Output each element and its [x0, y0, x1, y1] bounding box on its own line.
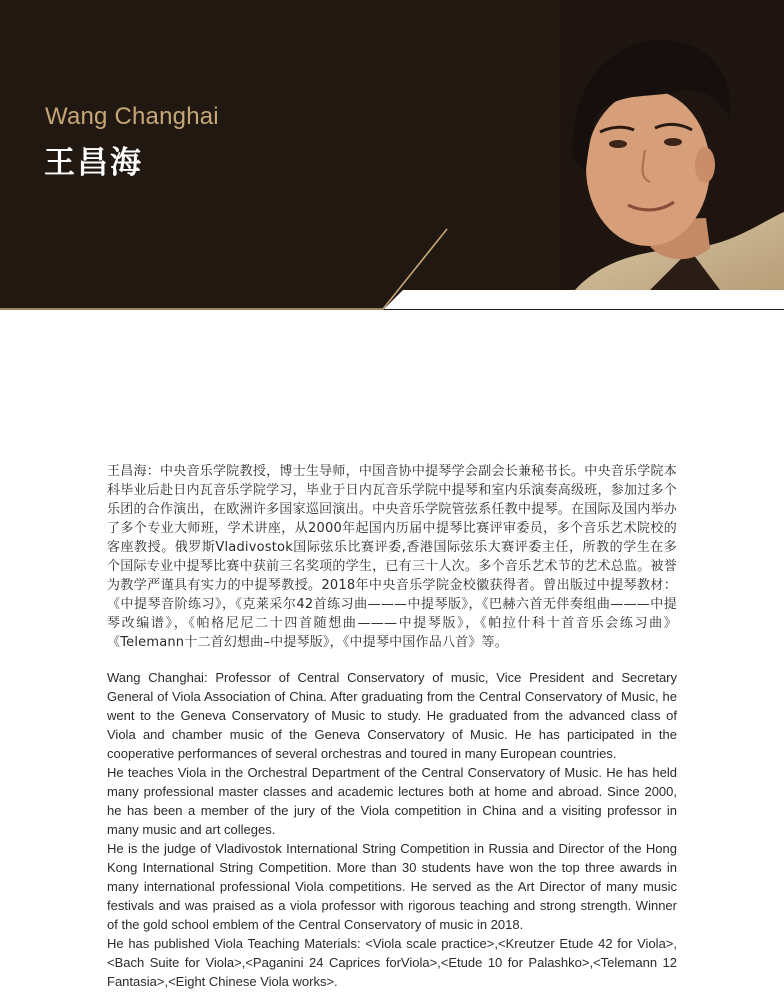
bio-english-paragraph-3: He is the judge of Vladivostok International String Competition in Russia and Director of the Hong Kong International String Competition. More than 30 students have won the top three awards in many international professional Viola competitions. He served as the Art Director of many music festivals and was praised as a viola professor with rigorous teaching and strong strength. Winner of the gold school emblem of the Central Conservatory of music in 2018. [107, 841, 677, 932]
bio-english-paragraph-1: Wang Changhai: Professor of Central Conservatory of music, Vice President and Secretary General of Viola Association of China. After graduating from the Central Conservatory of Music, he went to the Geneva Conservatory of Music to study. He graduated from the advanced class of Viola and chamber music of the Geneva Conservatory of Music. He has participated in the cooperative performances of several orchestras and toured in many European countries. [107, 670, 677, 761]
name-chinese: 王昌海 [44, 145, 143, 181]
banner-white-cut [384, 290, 784, 309]
bio-chinese-paragraph: 王昌海：中央音乐学院教授，博士生导师，中国音协中提琴学会副会长兼秘书长。中央音乐学院本科毕业后赴日内瓦音乐学院学习，毕业于日内瓦音乐学院中提琴和室内乐演奏高级班，参加过多个乐团的合作演出，在欧洲许多国家巡回演出。中央音乐学院管弦系任教中提琴。在国际及国内举办了多个专业大师班，学术讲座，从2000年起国内历届中提琴比赛评审委员，多个音乐艺术院校的客座教授。俄罗斯Vladivostok国际弦乐比赛评委,香港国际弦乐大赛评委主任，所教的学生在多个国际专业中提琴比赛中获前三名奖项的学生，已有三十人次。多个音乐艺术节的艺术总监。被誉为教学严谨具有实力的中提琴教授。2018年中央音乐学院金校徽获得者。曾出版过中提琴教材：《中提琴音阶练习》，《克莱采尔42首练习曲———中提琴版》，《巴赫六首无伴奏组曲———中提琴改编谱》，《帕格尼尼二十四首随想曲———中提琴版》，《帕拉什科十首音乐会练习曲》《Telemann十二首幻想曲–中提琴版》，《中提琴中国作品八首》等。 [107, 464, 677, 650]
name-english: Wang Changhai [45, 103, 219, 130]
header-banner [0, 0, 784, 310]
bio-english [107, 668, 677, 991]
bio-english-paragraph-2: He teaches Viola in the Orchestral Department of the Central Conservatory of Music. He has held many professional master classes and academic lectures both at home and abroad. Since 2000, he has been a member of the jury of the Viola competition in China and a visiting professor in many music and art colleges. [107, 765, 677, 837]
biography [107, 462, 677, 991]
portrait-photo [560, 0, 784, 290]
bio-english-paragraph-4: He has published Viola Teaching Materials: <Viola scale practice>,<Kreutzer Etude 42 for Viola>,<Bach Suite for Viola>,<Paganini 24 Caprices forViola>,<Etude 10 for Palashko>,<Telemann 12 Fantasia>,<Eight Chinese Viola works>. [107, 936, 677, 989]
